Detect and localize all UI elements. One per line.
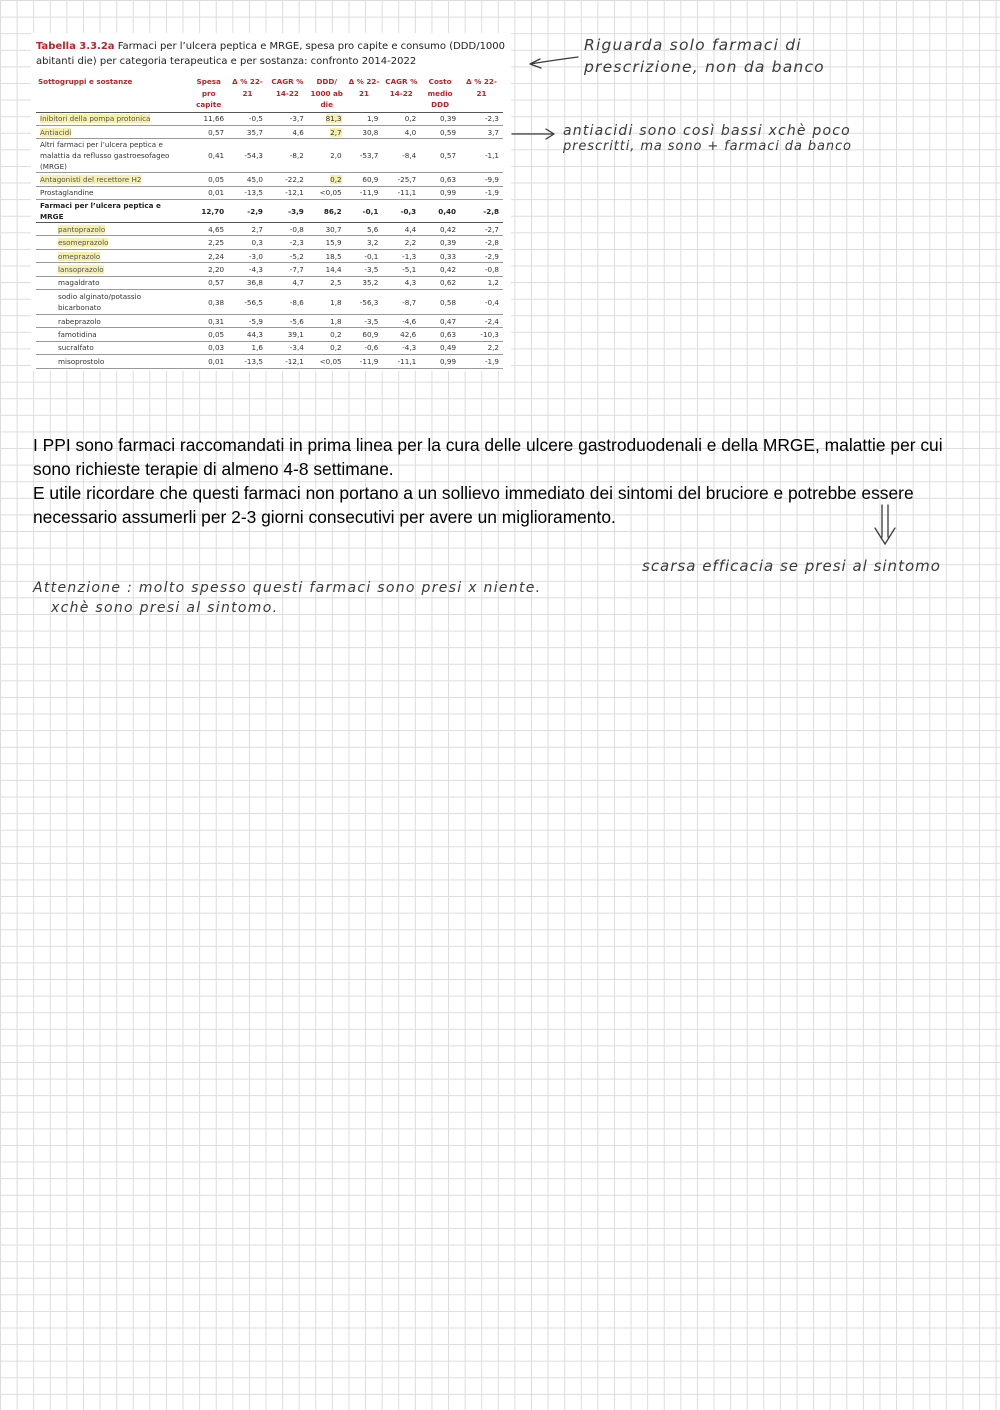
table-cell-value: -1,3 (402, 251, 417, 261)
table-cell-value: -2,9 (247, 206, 263, 216)
table-cell-value: 4,7 (292, 278, 304, 288)
table-cell-value: -2,3 (289, 238, 304, 248)
table-cell-value: -12,1 (285, 188, 304, 198)
table-cell-value: 35,2 (362, 278, 379, 288)
table-cell-value: 0,2 (330, 330, 342, 340)
table-cell-value: 2,7 (330, 127, 342, 137)
arrow-right-icon (512, 129, 554, 139)
table-row-name-text: sucralfato (58, 343, 94, 353)
table-cell-value: 1,6 (251, 343, 263, 353)
table-cell-value: 0,05 (208, 330, 225, 340)
table-cell-value: 14,4 (325, 264, 342, 274)
table-row-name-text: pantoprazolo (58, 224, 106, 234)
table-cell-value: 30,8 (362, 127, 379, 137)
table-row-name-text: esomeprazolo (58, 238, 109, 248)
table-cell-value: -2,9 (484, 251, 499, 261)
table-cell-value: 0,39 (440, 114, 457, 124)
table-cell-value: 2,20 (208, 264, 225, 274)
table-cell-value: 0,42 (440, 264, 457, 274)
table-cell-value: -3,5 (364, 264, 379, 274)
double-arrow-down-icon (875, 505, 895, 544)
table-cell-value: -4,3 (248, 264, 263, 274)
table-cell-value: -54,3 (244, 151, 263, 161)
table-cell-value: 0,01 (208, 188, 225, 198)
table-cell-value: 35,7 (246, 127, 263, 137)
table-cell-value: -0,1 (364, 251, 379, 261)
table-cell-value: 2,2 (487, 343, 499, 353)
table-cell-value: 2,0 (330, 151, 342, 161)
table-cell-value: -0,1 (362, 206, 379, 216)
table-header-cell: Δ % 22-21 (228, 76, 267, 112)
arrow-left-icon (530, 57, 578, 68)
table-cell-value: -0,8 (484, 264, 499, 274)
table-cell-value: 0,31 (208, 316, 225, 326)
table-cell-value: -11,9 (359, 356, 379, 366)
table-cell-value: -8,6 (289, 297, 304, 307)
table-cell-value: 0,59 (440, 127, 457, 137)
table-cell-value: 0,2 (330, 343, 342, 353)
table-cell-value: 2,25 (208, 238, 225, 248)
table-cell-value: -0,4 (484, 297, 499, 307)
table-cell-value: 5,6 (366, 224, 379, 234)
table-cell-value: 18,5 (325, 251, 342, 261)
table-cell-value: 0,41 (208, 151, 225, 161)
table-cell-value: -2,8 (483, 206, 499, 216)
table-cell-value: -1,9 (484, 188, 499, 198)
table-title-text: Farmaci per l’ulcera peptica e MRGE, spesa pro capite e consumo (DDD/1000 abitanti die) per categoria terapeutica e per sostanza: confronto 2014-2022 (36, 41, 506, 67)
table-cell-value: 1,9 (366, 114, 379, 124)
table-header-cell: CAGR % 14-22 (382, 76, 420, 112)
table-cell-value: -0,3 (400, 206, 417, 216)
table-cell-value: 2,5 (330, 278, 342, 288)
note-efficacy: scarsa efficacia se presi al sintomo (642, 557, 941, 575)
table-cell-value: 44,3 (246, 330, 263, 340)
body-paragraph-1: I PPI sono farmaci raccomandati in prima linea per la cura delle ulcere gastroduodenali e della MRGE, malattie per cui sono richieste terapie di almeno 4-8 settimane. (33, 435, 943, 479)
table-cell-value: -11,1 (397, 188, 417, 198)
table-cell-value: 45,0 (246, 174, 263, 184)
table-cell-value: 4,65 (208, 224, 225, 234)
table-cell-value: 3,2 (366, 238, 379, 248)
table-cell-value: 4,0 (404, 127, 417, 137)
table-cell-value: -3,7 (289, 114, 304, 124)
table-cell-value: -5,6 (289, 316, 304, 326)
table-cell-value: 1,8 (330, 297, 342, 307)
table-cell-value: -8,7 (402, 297, 417, 307)
table-cell-value: 0,47 (440, 316, 457, 326)
note-warning-line2: xchè sono presi al sintomo. (51, 600, 279, 616)
table-cell-value: -2,8 (484, 238, 499, 248)
table-cell-value: 0,62 (440, 278, 457, 288)
table-cell-value: -9,9 (484, 174, 499, 184)
table-cell-value: 12,70 (201, 206, 225, 216)
table-row-name-text: omeprazolo (58, 251, 101, 261)
table-cell-value: -0,5 (248, 114, 263, 124)
table-cell-value: 0,03 (208, 343, 225, 353)
table-row-name-text: famotidina (58, 330, 97, 340)
note-prescription-line2: prescrizione, non da banco (584, 58, 825, 76)
table-cell-value: -2,7 (484, 224, 499, 234)
table-row-name-text: Altri farmaci per l’ulcera peptica e malattia da reflusso gastroesofageo (MRGE) (40, 140, 170, 172)
table-row-name-text: magaldrato (58, 278, 100, 288)
table-cell-value: 1,8 (330, 316, 342, 326)
table-cell-value: -13,5 (244, 356, 263, 366)
table-cell-value: 0,3 (251, 238, 263, 248)
table-cell-value: 36,8 (246, 278, 263, 288)
body-paragraph-2: E utile ricordare che questi farmaci non portano a un sollievo immediato dei sintomi del bruciore e potrebbe essere necessario assumerli per 2-3 giorni consecutivi per avere un miglioramento. (33, 483, 914, 527)
table-row-name-text: Prostaglandine (40, 188, 94, 198)
table-cell-value: <0,05 (319, 356, 342, 366)
table-cell-value: 0,99 (440, 356, 457, 366)
table-cell-value: 86,2 (323, 206, 342, 216)
table-cell-value: 3,7 (487, 127, 499, 137)
table-title-label: Tabella 3.3.2a (36, 41, 115, 52)
table-cell-value: -5,2 (289, 251, 304, 261)
table-cell-value: 60,9 (362, 174, 379, 184)
table-cell-value: -56,3 (359, 297, 379, 307)
table-cell-value: -1,1 (484, 151, 499, 161)
table-cell-value: -56,5 (244, 297, 263, 307)
table-cell-value: 0,2 (404, 114, 417, 124)
table-row-name-text: Farmaci per l’ulcera peptica e MRGE (40, 201, 161, 222)
table-cell-value: 0,40 (438, 206, 457, 216)
table-cell-value: 2,24 (208, 251, 225, 261)
table-cell-value: -25,7 (397, 174, 417, 184)
note-antacids-line2: prescritti, ma sono + farmaci da banco (563, 139, 852, 154)
table-cell-value: 42,6 (400, 330, 417, 340)
table-cell-value: 11,66 (203, 114, 225, 124)
table-cell-value: -3,4 (289, 343, 304, 353)
table-cell-value: 0,57 (440, 151, 457, 161)
table-cell-value: <0,05 (319, 188, 342, 198)
table-cell-value: 4,4 (404, 224, 417, 234)
table-cell-value: -1,9 (484, 356, 499, 366)
table-header-cell: DDD/ 1000 ab die (308, 76, 346, 112)
table-row-name-text: sodio alginato/potassio bicarbonato (58, 292, 142, 313)
table-cell-value: 2,7 (251, 224, 263, 234)
table-header-cell: Sottogruppi e sostanze (36, 76, 189, 112)
table-row-name-text: Inibitori della pompa protonica (40, 114, 151, 124)
table-cell-value: 81,3 (325, 114, 342, 124)
table-row-name-text: misoprostolo (58, 356, 105, 366)
table-cell-value: 60,9 (362, 330, 379, 340)
table-cell-value: 0,05 (208, 174, 225, 184)
table-cell-value: -2,4 (484, 316, 499, 326)
table-cell-value: -11,9 (359, 188, 379, 198)
table-cell-value: 0,2 (330, 174, 342, 184)
table-cell-value: 0,58 (440, 297, 457, 307)
table-cell-value: 39,1 (287, 330, 304, 340)
table-cell-value: -12,1 (285, 356, 304, 366)
table-cell-value: 0,39 (440, 238, 457, 248)
table-cell-value: -8,4 (402, 151, 417, 161)
table-row-name-text: Antagonisti del recettore H2 (40, 174, 142, 184)
table-cell-value: -3,9 (288, 206, 304, 216)
table-cell-value: 0,38 (208, 297, 225, 307)
note-prescription-line1: Riguarda solo farmaci di (584, 36, 802, 54)
table-cell-value: -4,3 (402, 343, 417, 353)
table-cell-value: 0,33 (440, 251, 457, 261)
table-cell-value: 4,6 (292, 127, 304, 137)
table-cell-value: -5,1 (402, 264, 417, 274)
table-header-cell: Spesa pro capite (189, 76, 228, 112)
table-cell-value: -5,9 (248, 316, 263, 326)
table-cell-value: -11,1 (397, 356, 417, 366)
table-cell-value: -2,3 (484, 114, 499, 124)
note-warning-line1: Attenzione : molto spesso questi farmaci sono presi x niente. (33, 580, 542, 596)
table-cell-value: -13,5 (244, 188, 263, 198)
table-cell-value: -0,6 (364, 343, 379, 353)
table-cell-value: 0,63 (440, 174, 457, 184)
table-cell-value: 30,7 (325, 224, 342, 234)
table-row-name-text: rabeprazolo (58, 316, 101, 326)
table-cell-value: -10,3 (480, 330, 499, 340)
table-row-name-text: lansoprazolo (58, 264, 104, 274)
table-cell-value: -3,5 (364, 316, 379, 326)
table-header-cell: Δ % 22-21 (460, 76, 503, 112)
table-cell-value: 0,49 (440, 343, 457, 353)
table-header-cell: Δ % 22-21 (346, 76, 383, 112)
table-header-cell: Costo medio DDD (420, 76, 460, 112)
table-cell-value: 0,57 (208, 278, 225, 288)
table-cell-value: 2,2 (404, 238, 417, 248)
table-cell-value: 4,3 (404, 278, 417, 288)
table-cell-value: -3,0 (248, 251, 263, 261)
table-cell-value: 0,99 (440, 188, 457, 198)
table-cell-value: 0,42 (440, 224, 457, 234)
table-cell-value: -0,8 (289, 224, 304, 234)
table-cell-value: -7,7 (289, 264, 304, 274)
table-cell-value: 0,57 (208, 127, 225, 137)
table-header-cell: CAGR % 14-22 (267, 76, 308, 112)
table-cell-value: 0,63 (440, 330, 457, 340)
table-cell-value: -4,6 (402, 316, 417, 326)
table-row-name-text: Antiacidi (40, 127, 72, 137)
table-cell-value: 1,2 (487, 278, 499, 288)
table-cell-value: -8,2 (289, 151, 304, 161)
note-antacids-line1: antiacidi sono così bassi xchè poco (563, 123, 851, 139)
table-cell-value: 15,9 (325, 238, 342, 248)
table-cell-value: 0,01 (208, 356, 225, 366)
table-cell-value: -22,2 (285, 174, 304, 184)
table-cell-value: -53,7 (359, 151, 379, 161)
